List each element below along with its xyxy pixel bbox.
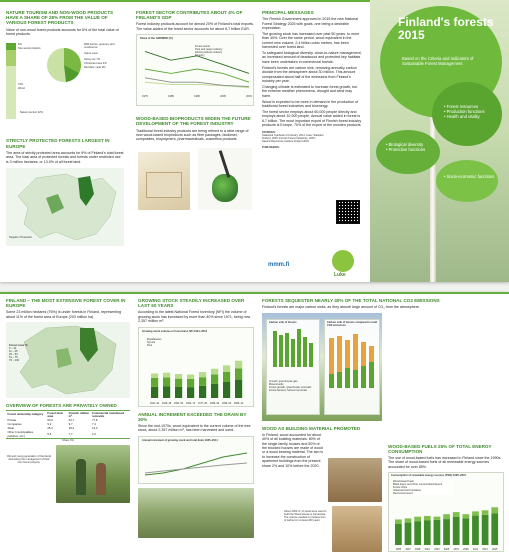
publishers-title: PUBLISHERS:	[262, 145, 280, 149]
heading-building: WOOD AS BUILDING MATERIAL PROMOTED	[262, 425, 361, 431]
bioproduct-guitar-image	[198, 148, 252, 210]
renewable-energy-tick: 2013	[482, 548, 488, 551]
carbon-sink-chart-1	[266, 319, 320, 415]
increment-lines	[143, 447, 251, 481]
ownership-table	[6, 410, 130, 439]
heading-bioproducts: WOOD-BASED BIOPRODUCTS WIDEN THE FUTURE DEVELOPMENT OF THE FOREST INDUSTRY	[136, 116, 251, 127]
cover-subtitle: Based on the Criteria and Indicators of Sustainable Forest Management	[402, 56, 474, 67]
growing-stock-bar	[235, 360, 242, 368]
top-column-2	[136, 10, 254, 212]
principal-bullet: Wood is expected to be more in demand in the production of traditional forest industries and bioenergy.	[262, 99, 359, 109]
text-forest-cover: Some 23 million hectares (76%) is under forests in Finland, representing about 11% of the forest area of Europe (203 million ha).	[6, 310, 122, 319]
principal-bullet: The growing stock has increased over past 50 years, to more than 40%. Over the same period, wood equivalent in the current new volume, 2,4 billion cubic metres, has been harvested over forest land.	[262, 31, 360, 50]
wood-house-photo	[328, 458, 382, 502]
table-cell: 64,7	[68, 418, 75, 423]
wood-interior-photo	[332, 506, 382, 552]
renewable-energy-bar	[443, 519, 450, 545]
table-cell: 9,2	[47, 422, 52, 427]
growing-stock-bar	[163, 377, 170, 386]
table-cell: 2,2	[92, 431, 96, 436]
carbon-sink-chart-2	[324, 319, 380, 415]
renewable-legend-item: Black liquor and other concentrated liquors	[393, 483, 443, 486]
renewable-energy-bar	[395, 519, 402, 524]
renewable-energy-bar	[472, 511, 479, 515]
bioproduct-images	[136, 146, 254, 212]
growing-stock-bar	[151, 378, 158, 387]
legend-pine: Pine	[147, 343, 153, 347]
principal-bullet: The Finnish Government approved in 2015 the new National Forest Strategy 2025 with goals, one being a desirable expectation.	[262, 17, 359, 31]
cover-title: Finland's forests 2015	[398, 15, 494, 42]
renewable-energy-bar	[443, 514, 450, 519]
family-forest-photo	[56, 445, 130, 503]
renewable-energy-tick: 2009	[463, 548, 469, 551]
leaf-item: • Production functions	[444, 109, 502, 114]
co2-forest-photo	[262, 313, 382, 421]
family-photo-block	[6, 445, 130, 503]
legend-item: 76 – 100	[9, 359, 20, 363]
carbon-chart-1-bars	[267, 325, 321, 375]
table-cell: Companies	[7, 422, 22, 427]
table-cell: Private	[7, 418, 17, 423]
heading-wood-fuels: WOOD-BASED FUELS 25% OF TOTAL ENERGY CONSUMPTION	[388, 444, 492, 455]
carbon-legend-item: Forest harvest, harvest removals	[269, 388, 307, 392]
brochure-inside-sheet	[0, 292, 509, 555]
growing-stock-bar	[175, 374, 182, 379]
renewable-energy-bar	[434, 520, 441, 545]
principal-bullet: Finland's forests are carbon sink, removing annually carbon dioxide from the atmosphere about 30 million. This amount compensated about half of the emissions from Finland's industry per year.	[262, 65, 357, 83]
text-increment: Since the mid-1970s, wood equivalent to the current volume of the tree stock, about 2,357 million m³, has been harvested and used.	[138, 424, 251, 433]
bioproduct-package-image	[138, 152, 190, 210]
gdp-tick: 1975	[142, 95, 148, 99]
renewable-chart-title: Consumption of renewable energy sources (TWh) 1995–2015	[391, 474, 466, 477]
growing-stock-bar	[223, 365, 230, 371]
table-header: Forest land, area	[47, 410, 64, 419]
leaf-item: • Forest resources	[444, 104, 502, 109]
growing-stock-bar	[163, 386, 170, 398]
gdp-tick: 2015	[246, 95, 252, 99]
growing-stock-tick: 1986–94	[209, 401, 220, 405]
bottom-accent-bar	[0, 292, 509, 294]
growing-stock-bar	[187, 379, 194, 387]
text-bioproducts: Traditional forest industry products are being refined to a wide range of new wood-based bioproducts such as fibre packages, biodiesel, composites, biopolymers, pharmaceuticals, cosmetics products.	[136, 128, 249, 142]
bottom-column-2	[138, 298, 254, 538]
renewable-energy-bar	[424, 516, 431, 521]
renewable-energy-tick: 2011	[472, 548, 479, 551]
sources-text: Statistical Yearbook of Forestry, 2014, Luke; Statistics Finland, 2015; Finnish Forest Industries, 2015; Natural Resources Institute Finland 2015	[262, 133, 324, 143]
table-header: Commercial roundwood removals	[92, 410, 125, 419]
gdp-series-line	[145, 78, 249, 87]
legend-spruce: Spruce	[147, 340, 156, 344]
growing-stock-tick: 1921–24	[149, 401, 160, 405]
growing-stock-tick: 2009–13	[233, 401, 244, 405]
luke-logo-mark	[332, 250, 354, 272]
leaf-resources	[432, 82, 502, 146]
text-gdp: Forest industry products account for almost 20% of Finland's total exports. The value added of the forest sector accounts for about 6,7 billion EUR.	[136, 22, 254, 31]
heading-co2: FORESTS SEQUESTER NEARLY 40% OF THE TOTAL NATIONAL CO2 EMISSIONS	[262, 298, 440, 303]
top-column-3	[262, 10, 362, 278]
growing-stock-bar	[151, 386, 158, 397]
growing-stock-title: Growing stock volume on forest land, NFI 1921–2013	[142, 329, 208, 333]
table-cell: State	[7, 426, 15, 431]
luke-logo: Luke	[334, 272, 346, 278]
growing-stock-bar	[187, 374, 194, 378]
renewable-energy-bar	[434, 517, 441, 520]
renewable-energy-bar	[462, 518, 469, 545]
carbon-legend-item: Growth, greenhouse gas	[269, 379, 298, 383]
cover-panel	[370, 0, 509, 282]
principal-bullet: To safeguard biological diversity, close-to-nature management, an increased amount of deadwood and protected key habitats have been undertaken in commercial forests.	[262, 51, 362, 64]
heading-protected: STRICTLY PROTECTED FORESTS LARGEST IN EUROPE	[6, 138, 110, 149]
family-photo-caption: Old and young generation of the family discussing the management of their own forest property.	[6, 455, 52, 465]
renewable-energy-bar	[405, 518, 412, 522]
table-cell: 5,6	[47, 431, 52, 436]
map-legend-protected: Suojeltu / Protected	[9, 236, 32, 240]
leaf-item: • Health and vitality	[444, 114, 502, 119]
growing-stock-bar	[211, 368, 218, 374]
renewable-energy-bar	[424, 521, 431, 546]
renewable-energy-tick: 1997	[405, 548, 411, 551]
gdp-legend-pulp: Pulp and paper industry	[195, 48, 223, 52]
heading-ownership: OVERVIEW OF FORESTS ARE PRIVATELY OWNED	[6, 403, 117, 409]
leaf-socio	[436, 160, 498, 202]
bar-label-6: 6%	[18, 43, 22, 47]
principal-bullet: Changing climate is estimated to increase forest growth, but the extreme weather phenomena, drought and wind may harm.	[262, 84, 358, 98]
legend-broadleaves: Broadleaves	[147, 337, 162, 341]
renewable-energy-tick: 2001	[424, 548, 430, 551]
gdp-chart-title: Share of the GDP/MRD (%)	[140, 37, 173, 41]
renewable-energy-bar	[414, 517, 421, 522]
legend-item: 11 – 25	[9, 350, 18, 354]
pie-label-reindeer: Reindeer meat 2%	[84, 66, 106, 70]
leaf-item: • Protective functions	[386, 147, 440, 152]
gdp-series-line	[145, 82, 249, 87]
renewable-energy-tick: 2015	[492, 548, 498, 551]
text-growing-stock: According to the latest National Forest Inventory (NFI) the volume of growing stock has increased by more than 40% since 1971, being now 2,357 million m³.	[138, 310, 251, 324]
legend-item: 51 – 75	[9, 356, 18, 360]
top-column-1	[6, 10, 124, 246]
renewable-legend-item: Recovered wood	[393, 492, 413, 495]
renewable-energy-bar	[491, 514, 498, 546]
bar-label-72: 72%	[18, 83, 24, 87]
renewable-energy-bar	[491, 507, 498, 508]
renewable-energy-bar	[472, 516, 479, 545]
growing-stock-bar	[199, 377, 206, 386]
renewable-energy-tick: 1999	[414, 548, 421, 551]
table-cell: 77,8	[92, 418, 98, 423]
text-co2: Finland's forests are major carbon sinks, as they absorb large amount of CO₂ from the atmosphere.	[262, 305, 420, 310]
stacked-bar	[6, 43, 16, 119]
text-building: In Finland, wood accounted for about 40% of all building materials. 80% of the single family houses and 50% of the blocked houses are made of wood or a wood bearing material. The aim is to increase the construction of apartment buildings from the present share 2% and 10% before the 2020.	[262, 432, 324, 468]
forest-cover-legend	[9, 344, 31, 362]
pie-label-xmas: Christmas trees 4%	[84, 62, 107, 66]
table-cell: 7,4	[92, 422, 96, 427]
table-cell: Other (municipalities, parishes, etc.)	[7, 430, 34, 438]
europe-map	[6, 168, 124, 246]
growing-stock-bar	[235, 379, 242, 397]
increment-title: Annual increment of growing stock and total drain 1935–2014	[142, 438, 218, 442]
renewable-energy-tick: 2007	[453, 548, 459, 551]
increment-chart	[138, 436, 254, 484]
heading-forest-cover: FINLAND – THE MOST EXTENSIVE FOREST COVER IN EUROPE	[6, 298, 126, 309]
mmm-logo: mmm.fi	[268, 262, 290, 268]
renewable-energy-bar	[414, 521, 421, 545]
gdp-tick: 1985	[168, 95, 174, 99]
table-cell: 12,3	[92, 426, 98, 431]
gdp-legend-wood: Wood products industry	[195, 51, 223, 55]
non-wood-pie	[46, 47, 82, 83]
renewable-legend-item: Industrial wood residues	[393, 489, 421, 492]
renewable-energy-bar	[482, 515, 489, 545]
renewable-legend-item: Wood-based fuels	[393, 480, 414, 483]
carbon-chart-1-title: Carbon sink of forests	[269, 320, 297, 324]
bottom-column-1	[6, 298, 130, 503]
forest-cover-map	[6, 322, 130, 398]
pie-label-game: Game meat	[84, 52, 98, 56]
renewable-energy-chart	[388, 472, 504, 552]
leaf-item: • Biological diversity	[386, 142, 440, 147]
legend-item: 0 – 10	[9, 347, 17, 351]
growing-stock-bar	[199, 385, 206, 397]
table-cell: 60,0	[47, 418, 53, 423]
renewable-legend	[393, 480, 453, 495]
gdp-legend	[195, 45, 251, 57]
pie-label-honey: Honey etc 7%	[84, 58, 101, 62]
table-cell: 18,4	[68, 426, 75, 431]
growing-stock-bar	[175, 387, 182, 398]
carbon-legend-item: Mineral soils	[269, 382, 284, 386]
sources-title: SOURCES:	[262, 130, 276, 134]
protected-map	[6, 168, 124, 246]
growing-stock-chart	[138, 327, 254, 407]
renewable-energy-tick: 2005	[443, 548, 450, 551]
growing-stock-bar	[211, 374, 218, 384]
growing-stock-bar	[151, 373, 158, 377]
text-protected: The area of strictly protected area accounts for 9% of Finland's total forest area. The total area of protected forests and forests under restricted use is 3 million hectares, or 13.0% of all forest land.	[6, 150, 124, 164]
pie-label-berries: Wild berries, greenery and mushrooms	[84, 43, 115, 50]
table-header: Growth, million m³	[68, 410, 89, 419]
leaf-diversity	[376, 130, 440, 174]
leaf-item: • Socio-economic functions	[444, 174, 498, 179]
table-note: Share (%)	[62, 439, 74, 443]
principal-messages-list	[262, 17, 362, 127]
growing-stock-tick: 1964–70	[185, 401, 196, 405]
bar-label-wood: Wood	[18, 87, 25, 91]
forest-photo	[138, 488, 254, 538]
text-non-wood: Value of non-wood forest products accounts for 6% of the total value of forest products.	[6, 27, 119, 37]
text-wood-fuels: The use of wood-based fuels has increased in Finland since the 1990s. The share of wood-based fuels of all renewable energy sources accounted for over 85%.	[388, 456, 502, 469]
growing-stock-tick: 1977–84	[197, 401, 208, 405]
table-row	[6, 431, 130, 439]
heading-growing-stock: GROWING STOCK STEADILY INCREASED OVER LAST 60 YEARS	[138, 298, 245, 309]
legend-title: Forest cover %	[9, 344, 28, 348]
growing-stock-bar	[187, 387, 194, 398]
renewable-legend-item: Forest chips	[393, 486, 408, 489]
carbon-chart-2-title: Carbon sink of forests compared to total CO2 emissions	[327, 320, 378, 327]
growing-stock-legend	[147, 338, 177, 347]
table-cell: 9,7	[68, 422, 73, 427]
renewable-energy-bar	[453, 517, 460, 545]
growing-stock-bar	[235, 368, 242, 379]
bar-label-nonwood: Non-wood products	[18, 47, 41, 51]
gdp-legend-forestry: Forestry	[195, 54, 205, 58]
table-cell: 25,2	[47, 426, 53, 431]
growing-stock-bar	[163, 372, 170, 377]
table-header: Forest ownership category	[7, 412, 44, 417]
renewable-energy-tick: 2003	[434, 548, 440, 551]
renewable-energy-bar	[482, 510, 489, 515]
gdp-legend-forest: Forest sector	[195, 45, 211, 49]
heading-nature-tourism: NATURE TOURISM AND NON-WOOD PRODUCTS HAVE A SHARE OF 28% FROM THE VALUE OF VARIOUS FOREST PRODUCTS	[6, 10, 114, 26]
table-cell: 7,7	[68, 431, 73, 436]
gdp-chart	[136, 34, 254, 106]
carbon-chart-2-bars	[325, 328, 381, 400]
legend-item: 26 – 50	[9, 353, 18, 357]
renewable-energy-bar	[491, 508, 498, 514]
renewable-energy-tick: 1995	[395, 548, 402, 551]
heading-gdp: FOREST SECTOR CONTRIBUTES ABOUT 4% OF FINLAND'S GDP	[136, 10, 243, 21]
renewable-energy-bar	[405, 523, 412, 545]
renewable-energy-bar	[453, 512, 460, 517]
wood-house-caption: About 2000 m³ of wood were used to build the Wood House in Jarvenpaa. The volume needed to produce tons of carbon for at least 200 years.	[284, 510, 327, 522]
pie-labels	[84, 43, 126, 69]
renewable-energy-bar	[462, 514, 469, 518]
principal-bullet: The forest sector employs about 60,000 people directly and employs about 10 000 people. Annual value added in forest is 6,7 billion. The most important export of Finnish forest industry products is Europe, 70% of the export of the wooden products.	[262, 109, 362, 128]
non-wood-chart	[6, 39, 124, 124]
renewable-energy-bar	[395, 524, 402, 545]
growing-stock-tick: 1936–38	[161, 401, 172, 405]
growing-stock-bar	[223, 382, 230, 398]
qr-code[interactable]	[336, 200, 360, 224]
gdp-tick: 1995	[194, 95, 200, 99]
gdp-tick: 2005	[220, 95, 226, 99]
growing-stock-tick: 1951–53	[173, 401, 184, 405]
growing-stock-bar	[175, 378, 182, 386]
bar-label-tourism: Nature tourism 22%	[20, 111, 43, 115]
growing-stock-bar	[199, 372, 206, 377]
heading-principal: PRINCIPAL MESSAGES	[262, 10, 314, 15]
heading-increment: ANNUAL INCREMENT EXCEEDED THE DRAIN BY 30%	[138, 411, 247, 422]
carbon-legend-item: Forest growth, greenhouse removals	[269, 385, 312, 389]
growing-stock-tick: 1996–03	[221, 401, 232, 405]
growing-stock-bar	[211, 384, 218, 398]
growing-stock-bar	[223, 371, 230, 381]
